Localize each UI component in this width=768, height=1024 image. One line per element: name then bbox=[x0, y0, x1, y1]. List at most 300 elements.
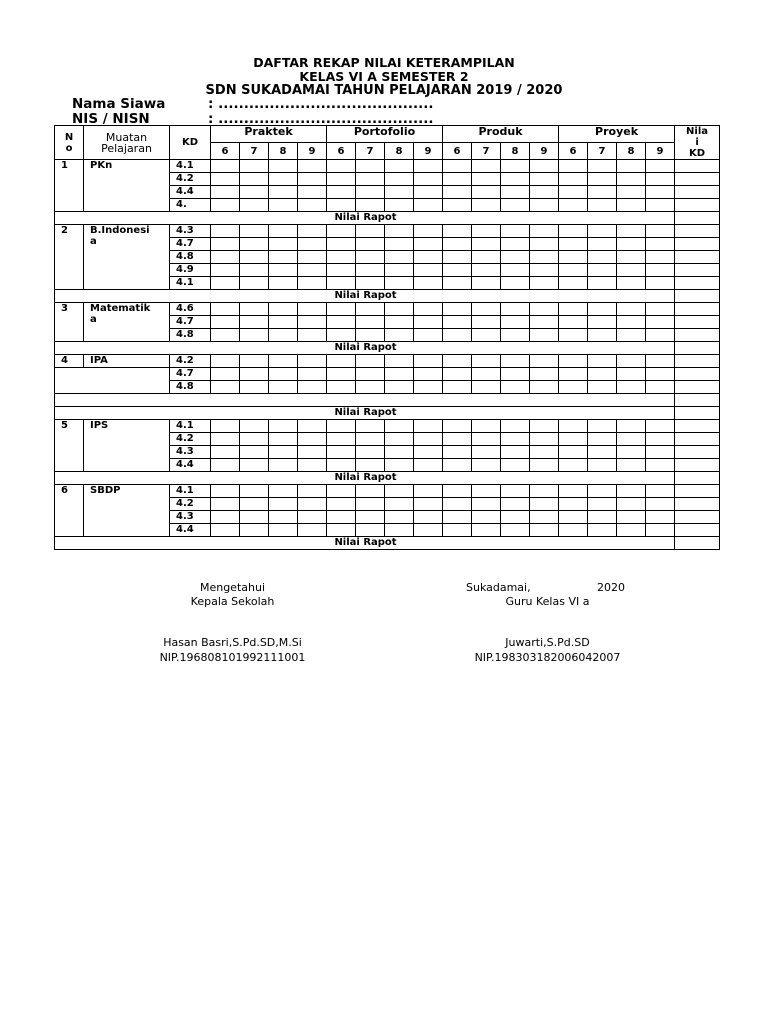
nilai-rapot-cell[interactable] bbox=[675, 537, 720, 550]
score-cell[interactable] bbox=[501, 420, 530, 433]
score-cell[interactable] bbox=[327, 368, 356, 381]
score-cell[interactable] bbox=[298, 251, 327, 264]
score-cell[interactable] bbox=[588, 368, 617, 381]
score-cell[interactable] bbox=[559, 316, 588, 329]
score-cell[interactable] bbox=[385, 238, 414, 251]
score-cell[interactable] bbox=[443, 225, 472, 238]
score-cell[interactable] bbox=[385, 160, 414, 173]
score-cell[interactable] bbox=[414, 524, 443, 537]
score-cell[interactable] bbox=[298, 303, 327, 316]
score-cell[interactable] bbox=[617, 277, 646, 290]
nilai-kd-cell[interactable] bbox=[675, 485, 720, 498]
score-cell[interactable] bbox=[385, 316, 414, 329]
nilai-kd-cell[interactable] bbox=[675, 186, 720, 199]
nilai-rapot-cell[interactable] bbox=[675, 407, 720, 420]
nilai-kd-cell[interactable] bbox=[675, 173, 720, 186]
score-cell[interactable] bbox=[240, 485, 269, 498]
score-cell[interactable] bbox=[559, 420, 588, 433]
score-cell[interactable] bbox=[646, 264, 675, 277]
score-cell[interactable] bbox=[327, 277, 356, 290]
score-cell[interactable] bbox=[240, 173, 269, 186]
score-cell[interactable] bbox=[327, 303, 356, 316]
score-cell[interactable] bbox=[588, 485, 617, 498]
student-name-value[interactable]: : .......................................... bbox=[208, 96, 434, 112]
score-cell[interactable] bbox=[501, 511, 530, 524]
score-cell[interactable] bbox=[385, 199, 414, 212]
score-cell[interactable] bbox=[385, 446, 414, 459]
score-cell[interactable] bbox=[443, 303, 472, 316]
score-cell[interactable] bbox=[356, 446, 385, 459]
score-cell[interactable] bbox=[327, 524, 356, 537]
score-cell[interactable] bbox=[356, 433, 385, 446]
score-cell[interactable] bbox=[269, 329, 298, 342]
score-cell[interactable] bbox=[617, 381, 646, 394]
score-cell[interactable] bbox=[298, 511, 327, 524]
score-cell[interactable] bbox=[414, 381, 443, 394]
score-cell[interactable] bbox=[385, 186, 414, 199]
score-cell[interactable] bbox=[559, 238, 588, 251]
score-cell[interactable] bbox=[646, 199, 675, 212]
score-cell[interactable] bbox=[327, 316, 356, 329]
score-cell[interactable] bbox=[385, 511, 414, 524]
score-cell[interactable] bbox=[269, 511, 298, 524]
score-cell[interactable] bbox=[414, 160, 443, 173]
score-cell[interactable] bbox=[385, 277, 414, 290]
score-cell[interactable] bbox=[385, 225, 414, 238]
score-cell[interactable] bbox=[617, 199, 646, 212]
score-cell[interactable] bbox=[501, 485, 530, 498]
score-cell[interactable] bbox=[472, 459, 501, 472]
score-cell[interactable] bbox=[327, 173, 356, 186]
score-cell[interactable] bbox=[269, 225, 298, 238]
score-cell[interactable] bbox=[588, 524, 617, 537]
score-cell[interactable] bbox=[327, 329, 356, 342]
score-cell[interactable] bbox=[327, 446, 356, 459]
score-cell[interactable] bbox=[588, 498, 617, 511]
score-cell[interactable] bbox=[588, 173, 617, 186]
score-cell[interactable] bbox=[298, 329, 327, 342]
score-cell[interactable] bbox=[559, 225, 588, 238]
score-cell[interactable] bbox=[530, 225, 559, 238]
score-cell[interactable] bbox=[385, 303, 414, 316]
score-cell[interactable] bbox=[588, 303, 617, 316]
nilai-kd-cell[interactable] bbox=[675, 446, 720, 459]
score-cell[interactable] bbox=[646, 511, 675, 524]
score-cell[interactable] bbox=[327, 485, 356, 498]
score-cell[interactable] bbox=[327, 511, 356, 524]
score-cell[interactable] bbox=[588, 225, 617, 238]
score-cell[interactable] bbox=[414, 459, 443, 472]
score-cell[interactable] bbox=[646, 225, 675, 238]
score-cell[interactable] bbox=[385, 485, 414, 498]
score-cell[interactable] bbox=[559, 160, 588, 173]
nilai-kd-cell[interactable] bbox=[675, 381, 720, 394]
score-cell[interactable] bbox=[211, 485, 240, 498]
score-cell[interactable] bbox=[356, 459, 385, 472]
score-cell[interactable] bbox=[356, 225, 385, 238]
score-cell[interactable] bbox=[646, 316, 675, 329]
score-cell[interactable] bbox=[530, 277, 559, 290]
score-cell[interactable] bbox=[559, 186, 588, 199]
score-cell[interactable] bbox=[269, 446, 298, 459]
score-cell[interactable] bbox=[617, 433, 646, 446]
score-cell[interactable] bbox=[443, 368, 472, 381]
score-cell[interactable] bbox=[472, 160, 501, 173]
score-cell[interactable] bbox=[385, 173, 414, 186]
score-cell[interactable] bbox=[414, 511, 443, 524]
score-cell[interactable] bbox=[356, 173, 385, 186]
score-cell[interactable] bbox=[617, 303, 646, 316]
score-cell[interactable] bbox=[211, 251, 240, 264]
score-cell[interactable] bbox=[356, 381, 385, 394]
score-cell[interactable] bbox=[443, 485, 472, 498]
score-cell[interactable] bbox=[501, 173, 530, 186]
score-cell[interactable] bbox=[530, 329, 559, 342]
score-cell[interactable] bbox=[617, 316, 646, 329]
score-cell[interactable] bbox=[211, 446, 240, 459]
score-cell[interactable] bbox=[559, 264, 588, 277]
score-cell[interactable] bbox=[327, 251, 356, 264]
score-cell[interactable] bbox=[327, 433, 356, 446]
score-cell[interactable] bbox=[559, 277, 588, 290]
score-cell[interactable] bbox=[327, 381, 356, 394]
score-cell[interactable] bbox=[472, 251, 501, 264]
score-cell[interactable] bbox=[588, 381, 617, 394]
score-cell[interactable] bbox=[472, 316, 501, 329]
nilai-kd-cell[interactable] bbox=[675, 303, 720, 316]
score-cell[interactable] bbox=[298, 316, 327, 329]
score-cell[interactable] bbox=[240, 251, 269, 264]
score-cell[interactable] bbox=[588, 251, 617, 264]
score-cell[interactable] bbox=[298, 420, 327, 433]
score-cell[interactable] bbox=[472, 238, 501, 251]
score-cell[interactable] bbox=[327, 199, 356, 212]
score-cell[interactable] bbox=[501, 303, 530, 316]
score-cell[interactable] bbox=[443, 186, 472, 199]
score-cell[interactable] bbox=[588, 459, 617, 472]
score-cell[interactable] bbox=[617, 511, 646, 524]
score-cell[interactable] bbox=[269, 316, 298, 329]
score-cell[interactable] bbox=[298, 381, 327, 394]
score-cell[interactable] bbox=[356, 498, 385, 511]
score-cell[interactable] bbox=[472, 511, 501, 524]
score-cell[interactable] bbox=[530, 186, 559, 199]
score-cell[interactable] bbox=[414, 277, 443, 290]
score-cell[interactable] bbox=[559, 485, 588, 498]
score-cell[interactable] bbox=[211, 238, 240, 251]
score-cell[interactable] bbox=[269, 199, 298, 212]
score-cell[interactable] bbox=[617, 498, 646, 511]
nilai-rapot-cell[interactable] bbox=[675, 212, 720, 225]
score-cell[interactable] bbox=[269, 485, 298, 498]
nilai-kd-cell[interactable] bbox=[675, 160, 720, 173]
score-cell[interactable] bbox=[240, 446, 269, 459]
score-cell[interactable] bbox=[356, 264, 385, 277]
score-cell[interactable] bbox=[501, 251, 530, 264]
nilai-kd-cell[interactable] bbox=[675, 498, 720, 511]
score-cell[interactable] bbox=[269, 264, 298, 277]
score-cell[interactable] bbox=[327, 355, 356, 368]
score-cell[interactable] bbox=[269, 277, 298, 290]
nilai-kd-cell[interactable] bbox=[675, 329, 720, 342]
score-cell[interactable] bbox=[646, 277, 675, 290]
score-cell[interactable] bbox=[646, 368, 675, 381]
score-cell[interactable] bbox=[414, 199, 443, 212]
score-cell[interactable] bbox=[646, 251, 675, 264]
score-cell[interactable] bbox=[327, 498, 356, 511]
score-cell[interactable] bbox=[356, 160, 385, 173]
score-cell[interactable] bbox=[298, 277, 327, 290]
score-cell[interactable] bbox=[327, 186, 356, 199]
nilai-kd-cell[interactable] bbox=[675, 225, 720, 238]
score-cell[interactable] bbox=[443, 381, 472, 394]
score-cell[interactable] bbox=[240, 524, 269, 537]
score-cell[interactable] bbox=[443, 251, 472, 264]
score-cell[interactable] bbox=[298, 446, 327, 459]
score-cell[interactable] bbox=[588, 420, 617, 433]
score-cell[interactable] bbox=[588, 316, 617, 329]
nilai-kd-cell[interactable] bbox=[675, 524, 720, 537]
score-cell[interactable] bbox=[356, 199, 385, 212]
score-cell[interactable] bbox=[501, 355, 530, 368]
score-cell[interactable] bbox=[356, 329, 385, 342]
nilai-kd-cell[interactable] bbox=[675, 264, 720, 277]
score-cell[interactable] bbox=[443, 433, 472, 446]
score-cell[interactable] bbox=[646, 524, 675, 537]
score-cell[interactable] bbox=[501, 329, 530, 342]
nilai-kd-cell[interactable] bbox=[675, 433, 720, 446]
score-cell[interactable] bbox=[385, 264, 414, 277]
score-cell[interactable] bbox=[269, 420, 298, 433]
score-cell[interactable] bbox=[443, 524, 472, 537]
score-cell[interactable] bbox=[443, 355, 472, 368]
score-cell[interactable] bbox=[414, 303, 443, 316]
score-cell[interactable] bbox=[588, 238, 617, 251]
score-cell[interactable] bbox=[530, 316, 559, 329]
score-cell[interactable] bbox=[617, 329, 646, 342]
score-cell[interactable] bbox=[211, 173, 240, 186]
score-cell[interactable] bbox=[298, 355, 327, 368]
score-cell[interactable] bbox=[211, 368, 240, 381]
score-cell[interactable] bbox=[588, 433, 617, 446]
score-cell[interactable] bbox=[530, 160, 559, 173]
score-cell[interactable] bbox=[298, 485, 327, 498]
score-cell[interactable] bbox=[646, 186, 675, 199]
score-cell[interactable] bbox=[588, 446, 617, 459]
score-cell[interactable] bbox=[298, 498, 327, 511]
score-cell[interactable] bbox=[240, 459, 269, 472]
score-cell[interactable] bbox=[646, 498, 675, 511]
score-cell[interactable] bbox=[385, 459, 414, 472]
score-cell[interactable] bbox=[443, 160, 472, 173]
score-cell[interactable] bbox=[211, 433, 240, 446]
score-cell[interactable] bbox=[472, 225, 501, 238]
nilai-kd-cell[interactable] bbox=[675, 511, 720, 524]
score-cell[interactable] bbox=[211, 186, 240, 199]
score-cell[interactable] bbox=[559, 355, 588, 368]
score-cell[interactable] bbox=[443, 498, 472, 511]
nilai-rapot-cell[interactable] bbox=[675, 472, 720, 485]
score-cell[interactable] bbox=[472, 524, 501, 537]
score-cell[interactable] bbox=[472, 186, 501, 199]
score-cell[interactable] bbox=[559, 511, 588, 524]
score-cell[interactable] bbox=[559, 381, 588, 394]
score-cell[interactable] bbox=[530, 511, 559, 524]
score-cell[interactable] bbox=[646, 420, 675, 433]
score-cell[interactable] bbox=[617, 251, 646, 264]
score-cell[interactable] bbox=[356, 303, 385, 316]
score-cell[interactable] bbox=[211, 329, 240, 342]
score-cell[interactable] bbox=[559, 498, 588, 511]
score-cell[interactable] bbox=[472, 303, 501, 316]
score-cell[interactable] bbox=[530, 355, 559, 368]
score-cell[interactable] bbox=[530, 524, 559, 537]
score-cell[interactable] bbox=[327, 264, 356, 277]
score-cell[interactable] bbox=[472, 355, 501, 368]
score-cell[interactable] bbox=[559, 433, 588, 446]
score-cell[interactable] bbox=[414, 420, 443, 433]
score-cell[interactable] bbox=[472, 485, 501, 498]
score-cell[interactable] bbox=[240, 199, 269, 212]
score-cell[interactable] bbox=[530, 446, 559, 459]
score-cell[interactable] bbox=[298, 160, 327, 173]
score-cell[interactable] bbox=[356, 316, 385, 329]
score-cell[interactable] bbox=[530, 238, 559, 251]
score-cell[interactable] bbox=[559, 199, 588, 212]
score-cell[interactable] bbox=[414, 316, 443, 329]
score-cell[interactable] bbox=[269, 381, 298, 394]
score-cell[interactable] bbox=[414, 186, 443, 199]
score-cell[interactable] bbox=[211, 225, 240, 238]
score-cell[interactable] bbox=[501, 524, 530, 537]
score-cell[interactable] bbox=[559, 459, 588, 472]
nilai-kd-cell[interactable] bbox=[675, 251, 720, 264]
score-cell[interactable] bbox=[617, 524, 646, 537]
score-cell[interactable] bbox=[269, 368, 298, 381]
score-cell[interactable] bbox=[501, 446, 530, 459]
score-cell[interactable] bbox=[530, 368, 559, 381]
score-cell[interactable] bbox=[298, 459, 327, 472]
score-cell[interactable] bbox=[356, 420, 385, 433]
score-cell[interactable] bbox=[443, 238, 472, 251]
score-cell[interactable] bbox=[385, 420, 414, 433]
score-cell[interactable] bbox=[501, 199, 530, 212]
score-cell[interactable] bbox=[385, 498, 414, 511]
score-cell[interactable] bbox=[269, 355, 298, 368]
score-cell[interactable] bbox=[414, 264, 443, 277]
score-cell[interactable] bbox=[269, 524, 298, 537]
score-cell[interactable] bbox=[472, 446, 501, 459]
score-cell[interactable] bbox=[559, 446, 588, 459]
score-cell[interactable] bbox=[327, 238, 356, 251]
score-cell[interactable] bbox=[211, 303, 240, 316]
score-cell[interactable] bbox=[501, 381, 530, 394]
score-cell[interactable] bbox=[501, 316, 530, 329]
score-cell[interactable] bbox=[443, 329, 472, 342]
score-cell[interactable] bbox=[414, 225, 443, 238]
score-cell[interactable] bbox=[240, 381, 269, 394]
score-cell[interactable] bbox=[240, 368, 269, 381]
score-cell[interactable] bbox=[385, 433, 414, 446]
score-cell[interactable] bbox=[356, 485, 385, 498]
score-cell[interactable] bbox=[617, 420, 646, 433]
score-cell[interactable] bbox=[414, 173, 443, 186]
score-cell[interactable] bbox=[559, 173, 588, 186]
nilai-kd-cell[interactable] bbox=[675, 316, 720, 329]
score-cell[interactable] bbox=[530, 381, 559, 394]
score-cell[interactable] bbox=[211, 264, 240, 277]
score-cell[interactable] bbox=[646, 303, 675, 316]
score-cell[interactable] bbox=[240, 238, 269, 251]
score-cell[interactable] bbox=[617, 160, 646, 173]
score-cell[interactable] bbox=[501, 186, 530, 199]
score-cell[interactable] bbox=[356, 524, 385, 537]
score-cell[interactable] bbox=[211, 277, 240, 290]
score-cell[interactable] bbox=[617, 485, 646, 498]
score-cell[interactable] bbox=[298, 264, 327, 277]
score-cell[interactable] bbox=[385, 524, 414, 537]
score-cell[interactable] bbox=[530, 264, 559, 277]
nilai-kd-cell[interactable] bbox=[675, 199, 720, 212]
score-cell[interactable] bbox=[472, 498, 501, 511]
score-cell[interactable] bbox=[385, 329, 414, 342]
score-cell[interactable] bbox=[414, 251, 443, 264]
score-cell[interactable] bbox=[211, 511, 240, 524]
score-cell[interactable] bbox=[443, 199, 472, 212]
score-cell[interactable] bbox=[472, 381, 501, 394]
score-cell[interactable] bbox=[588, 329, 617, 342]
score-cell[interactable] bbox=[559, 524, 588, 537]
score-cell[interactable] bbox=[327, 459, 356, 472]
score-cell[interactable] bbox=[501, 238, 530, 251]
nilai-kd-cell[interactable] bbox=[675, 277, 720, 290]
score-cell[interactable] bbox=[356, 186, 385, 199]
nilai-kd-cell[interactable] bbox=[675, 238, 720, 251]
score-cell[interactable] bbox=[501, 498, 530, 511]
score-cell[interactable] bbox=[530, 199, 559, 212]
score-cell[interactable] bbox=[472, 173, 501, 186]
score-cell[interactable] bbox=[298, 238, 327, 251]
score-cell[interactable] bbox=[385, 355, 414, 368]
score-cell[interactable] bbox=[298, 433, 327, 446]
score-cell[interactable] bbox=[298, 186, 327, 199]
score-cell[interactable] bbox=[356, 368, 385, 381]
score-cell[interactable] bbox=[211, 420, 240, 433]
score-cell[interactable] bbox=[298, 199, 327, 212]
score-cell[interactable] bbox=[356, 355, 385, 368]
score-cell[interactable] bbox=[530, 173, 559, 186]
score-cell[interactable] bbox=[588, 511, 617, 524]
score-cell[interactable] bbox=[269, 238, 298, 251]
score-cell[interactable] bbox=[472, 277, 501, 290]
score-cell[interactable] bbox=[588, 277, 617, 290]
nilai-kd-cell[interactable] bbox=[675, 459, 720, 472]
score-cell[interactable] bbox=[501, 433, 530, 446]
score-cell[interactable] bbox=[414, 329, 443, 342]
score-cell[interactable] bbox=[240, 277, 269, 290]
score-cell[interactable] bbox=[443, 446, 472, 459]
score-cell[interactable] bbox=[414, 355, 443, 368]
score-cell[interactable] bbox=[646, 173, 675, 186]
score-cell[interactable] bbox=[211, 459, 240, 472]
score-cell[interactable] bbox=[414, 485, 443, 498]
score-cell[interactable] bbox=[472, 199, 501, 212]
score-cell[interactable] bbox=[617, 173, 646, 186]
score-cell[interactable] bbox=[240, 303, 269, 316]
score-cell[interactable] bbox=[559, 329, 588, 342]
score-cell[interactable] bbox=[240, 355, 269, 368]
score-cell[interactable] bbox=[356, 277, 385, 290]
